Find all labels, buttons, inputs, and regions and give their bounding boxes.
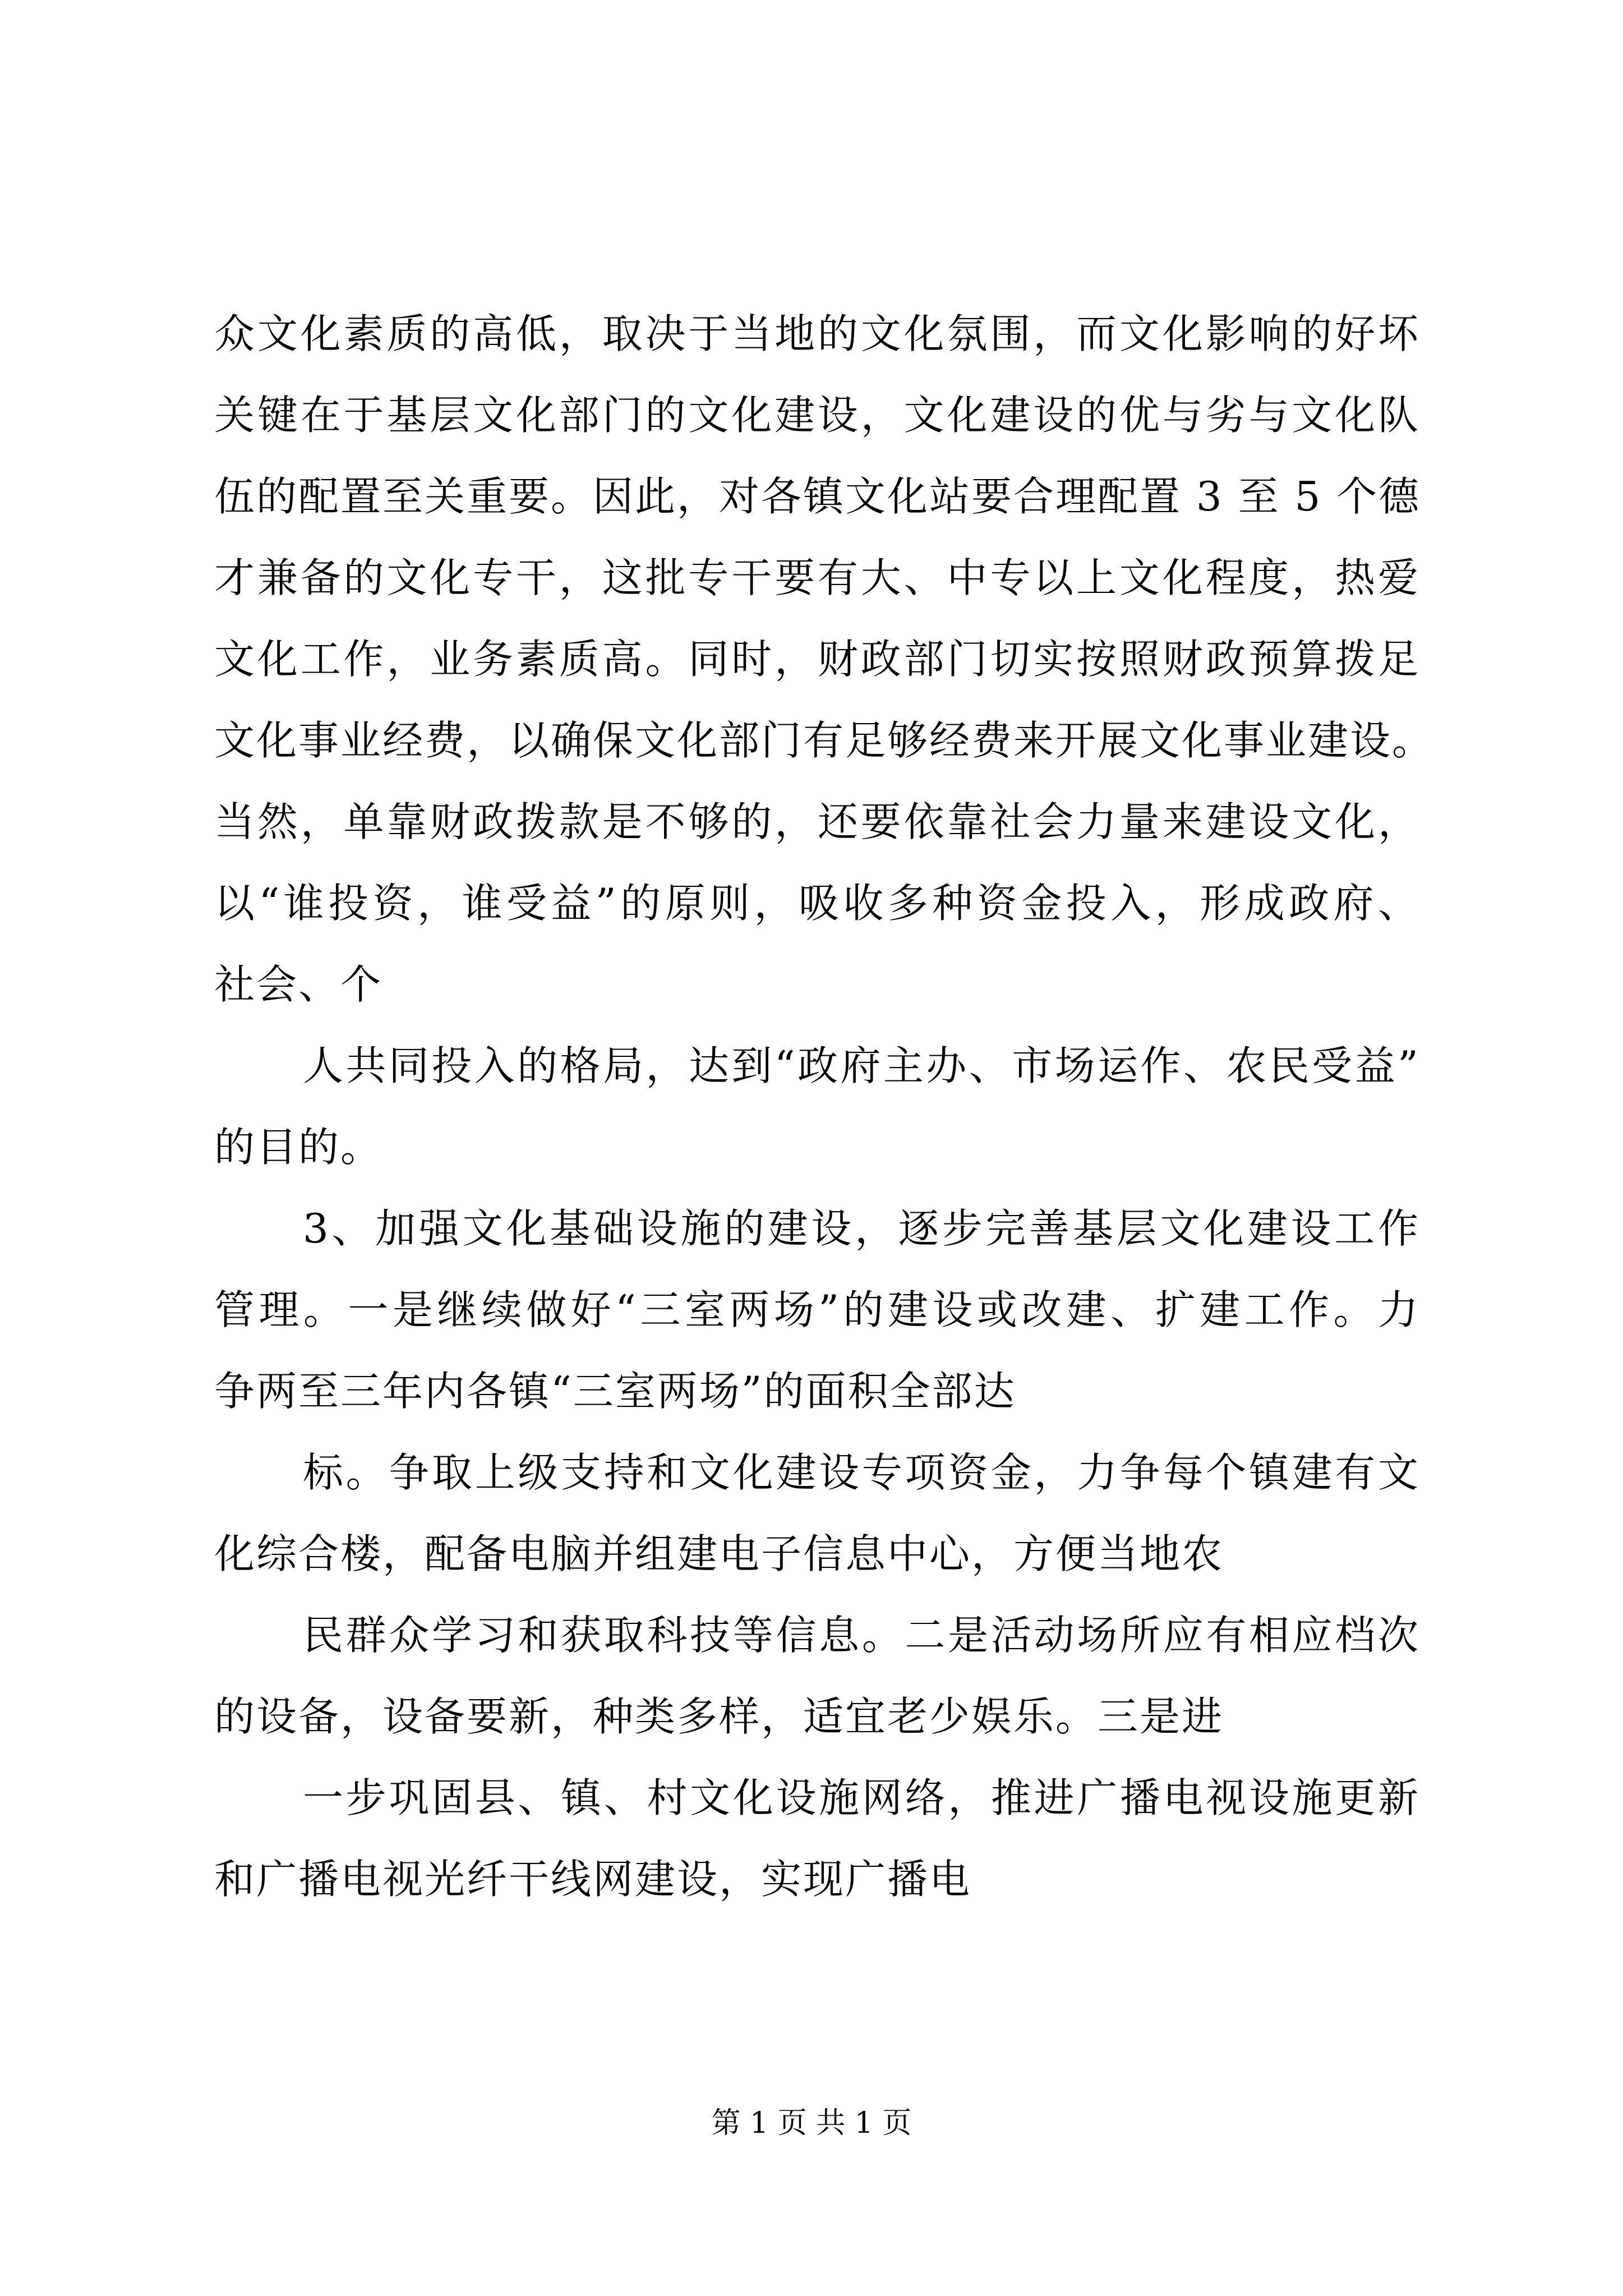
text-line: 化综合楼，配备电脑并组建电子信息中心，方便当地农 — [214, 1530, 1224, 1577]
text-line: 文化工作，业务素质高。同时，财政部门切实按照财政预算拨足 — [214, 636, 1420, 683]
text-line: 管理。一是继续做好“三室两场”的建设或改建、扩建工作。力 — [214, 1286, 1420, 1333]
text-line: 以“谁投资，谁受益”的原则，吸收多种资金投入，形成政府、 — [214, 880, 1420, 927]
text-line: 的设备，设备要新，种类多样，适宜老少娱乐。三是进 — [214, 1693, 1224, 1740]
text-line: 标。争取上级支持和文化建设专项资金，力争每个镇建有文 — [303, 1449, 1420, 1496]
text-line: 文化事业经费，以确保文化部门有足够经费来开展文化事业建设。 — [214, 717, 1435, 764]
text-line: 伍的配置至关重要。因此，对各镇文化站要合理配置 3 至 5 个德 — [214, 473, 1421, 520]
text-line: 众文化素质的高低，取决于当地的文化氛围，而文化影响的好坏 — [214, 310, 1420, 357]
text-line: 关键在于基层文化部门的文化建设，文化建设的优与劣与文化队 — [214, 392, 1420, 439]
page-number-footer: 第 1 页 共 1 页 — [711, 2106, 912, 2140]
text-line: 争两至三年内各镇“三室两场”的面积全部达 — [214, 1368, 1016, 1415]
text-line: 人共同投入的格局，达到“政府主办、市场运作、农民受益” — [303, 1042, 1420, 1089]
text-line: 的目的。 — [214, 1124, 383, 1171]
text-line: 当然，单靠财政拨款是不够的，还要依靠社会力量来建设文化， — [214, 798, 1420, 845]
text-line: 才兼备的文化专干，这批专干要有大、中专以上文化程度，热爱 — [214, 554, 1420, 601]
text-line: 一步巩固县、镇、村文化设施网络，推进广播电视设施更新 — [303, 1774, 1420, 1821]
text-line: 民群众学习和获取科技等信息。二是活动场所应有相应档次 — [303, 1612, 1420, 1659]
text-line: 3、加强文化基础设施的建设，逐步完善基层文化建设工作 — [303, 1205, 1420, 1252]
text-line: 和广播电视光纤干线网建设，实现广播电 — [214, 1856, 972, 1903]
text-line: 社会、个 — [214, 961, 383, 1008]
